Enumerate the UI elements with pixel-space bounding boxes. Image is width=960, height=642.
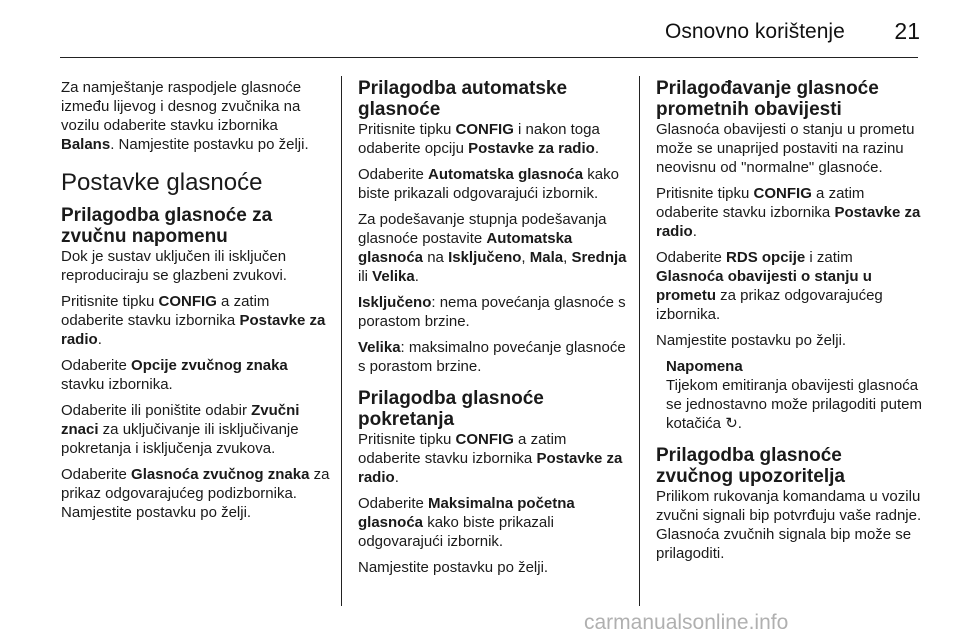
column-divider <box>639 76 640 606</box>
paragraph: Pritisnite tipku CONFIG a zatim odaberite stavku izbornika Postavke za radio. <box>358 431 623 486</box>
paragraph: Isključeno: nema povećanja glasnoće s porastom brzine. <box>358 294 626 330</box>
paragraph: Odaberite Automatska glasnoća kako biste prikazali odgovarajući izbornik. <box>358 166 619 202</box>
paragraph: Pritisnite tipku CONFIG i nakon toga odaberite opciju Postavke za radio. <box>358 121 600 157</box>
paragraph: Odaberite ili poništite odabir Zvučni znaci za uključivanje ili isključivanje pokretanja i isključenja zvukova. <box>61 402 300 457</box>
paragraph: Pritisnite tipku CONFIG a zatim odaberite stavku izbornika Postavke za radio. <box>656 185 921 240</box>
paragraph: Namjestite postavku po želji. <box>656 332 847 349</box>
paragraph: Glasnoća obavijesti o stanju u prometu može se unaprijed postaviti na razinu neovisnu od "normalne" glasnoće. <box>656 121 915 176</box>
column-2 <box>358 78 628 584</box>
note-title: Napomena <box>666 358 743 375</box>
section-heading: Postavke glasnoće <box>61 169 263 196</box>
subsection-heading: Prilagodba glasnoće pokretanja <box>358 388 544 430</box>
subsection-heading: Prilagodba glasnoće za zvučnu napomenu <box>61 205 273 247</box>
watermark: carmanualsonline.info <box>584 611 789 634</box>
paragraph: Za podešavanje stupnja podešavanja glasnoće postavite Automatska glasnoća na Isključeno, Mala, Srednja ili Velika. <box>358 211 627 285</box>
header-rule <box>60 57 918 58</box>
note-box <box>656 357 924 433</box>
column-divider <box>341 76 342 606</box>
paragraph: Odaberite Maksimalna početna glasnoća kako biste prikazali odgovarajući izbornik. <box>358 495 575 550</box>
knob-rotate-icon: ↻ <box>725 415 738 432</box>
column-3 <box>656 78 924 570</box>
paragraph: Namjestite postavku po želji. <box>358 559 549 576</box>
paragraph: Dok je sustav uključen ili isključen reproduciraju se glazbeni zvukovi. <box>61 248 287 284</box>
paragraph: Odaberite Opcije zvučnog znaka stavku izbornika. <box>61 357 288 393</box>
paragraph: Pritisnite tipku CONFIG a zatim odaberite stavku izbornika Postavke za radio. <box>61 293 326 348</box>
paragraph: Odaberite RDS opcije i zatim Glasnoća obavijesti o stanju u prometu za prikaz odgovarajućeg izbornika. <box>656 249 883 323</box>
paragraph: Velika: maksimalno povećanje glasnoće s porastom brzine. <box>358 339 626 375</box>
paragraph: Prilikom rukovanja komandama u vozilu zvučni signali bip potvrđuju vaše radnje. Glasnoća zvučnih signala bip može se prilagoditi. <box>656 488 922 562</box>
page-header-title: Osnovno korištenje <box>665 20 845 43</box>
paragraph: Odaberite Glasnoća zvučnog znaka za prikaz odgovarajućeg podizbornika. Namjestite postavku po želji. <box>61 466 330 521</box>
subsection-heading: Prilagodba glasnoće zvučnog upozoritelja <box>656 445 845 487</box>
page-number: 21 <box>894 18 920 44</box>
column-1 <box>61 78 333 529</box>
intro-paragraph: Za namještanje raspodjele glasnoće između lijevog i desnog zvučnika na vozilu odaberite stavku izbornika Balans. Namjestite postavku po želji. <box>61 79 309 153</box>
subsection-heading: Prilagođavanje glasnoće prometnih obavijesti <box>656 78 879 120</box>
subsection-heading: Prilagodba automatske glasnoće <box>358 78 568 120</box>
note-text: Tijekom emitiranja obavijesti glasnoća se jednostavno može prilagoditi putem kotačića ↻. <box>666 377 922 432</box>
